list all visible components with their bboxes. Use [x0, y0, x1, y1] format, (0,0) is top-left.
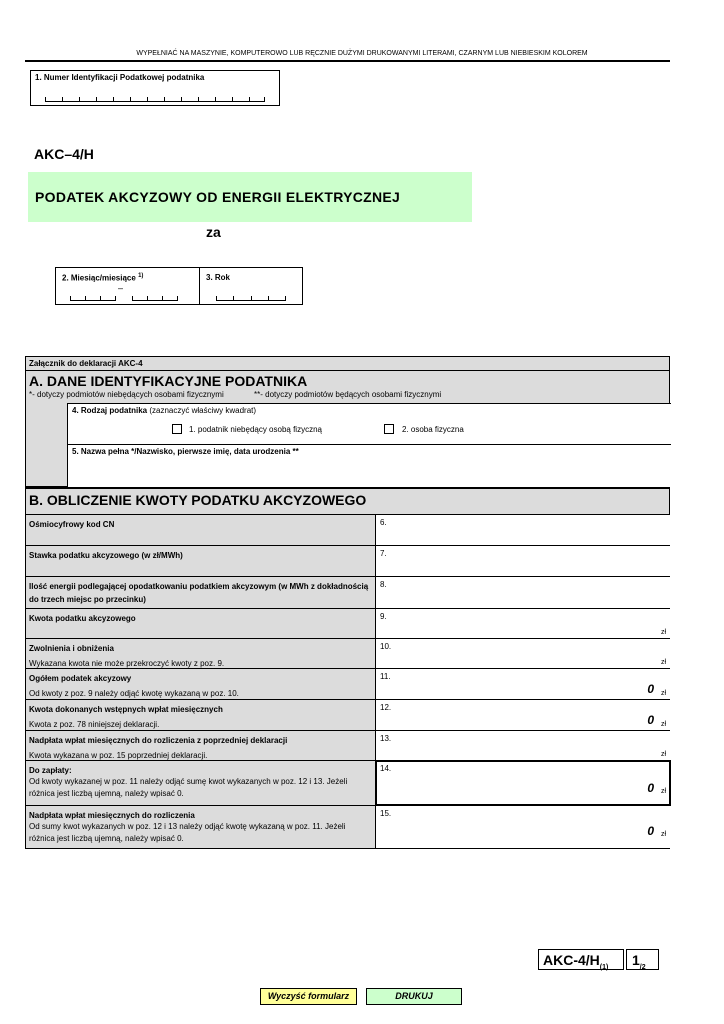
- row-label-cell: [26, 669, 376, 699]
- row-number: 7.: [380, 549, 387, 558]
- za-label: za: [206, 224, 221, 240]
- row-number: 10.: [380, 642, 392, 651]
- row-label: Zwolnienia i obniżenia: [29, 644, 114, 653]
- row-value: 0: [647, 781, 654, 795]
- row-value-field[interactable]: [376, 700, 670, 730]
- row-value-field[interactable]: [376, 515, 670, 545]
- row-label: Nadpłata wpłat miesięcznych do rozliczenia z poprzedniej deklaracji: [29, 736, 288, 745]
- row-label: Do zapłaty:: [29, 766, 72, 775]
- note-legal-entity: *- dotyczy podmiotów niebędących osobami fizycznymi: [29, 390, 224, 399]
- table-row: [25, 806, 670, 849]
- attachment-label: Załącznik do deklaracji AKC-4: [29, 359, 143, 368]
- row-label-cell: [26, 609, 376, 638]
- row-value: 0: [647, 713, 654, 727]
- row-label-cell: [26, 515, 376, 545]
- row-number: 11.: [380, 672, 391, 681]
- form-title-banner: [28, 172, 472, 222]
- row-number: 8.: [380, 580, 387, 589]
- section-b-header: [25, 487, 670, 515]
- period-box: [55, 267, 303, 305]
- row-value-field[interactable]: [376, 546, 670, 576]
- nip-input[interactable]: [45, 97, 265, 102]
- option-1-label: 1. podatnik niebędący osobą fizyczną: [189, 425, 322, 434]
- year-label: 3. Rok: [206, 273, 231, 282]
- attachment-bar: [25, 356, 670, 371]
- row-value-field[interactable]: [376, 731, 670, 760]
- table-row: [25, 609, 670, 639]
- row-value-field[interactable]: [376, 577, 670, 608]
- row-description: Kwota z poz. 78 niniejszej deklaracji.: [29, 720, 160, 729]
- row-value-field[interactable]: [376, 669, 670, 699]
- footer-code: AKC-4/H: [543, 952, 600, 968]
- row-number: 15.: [380, 809, 392, 818]
- table-row: [25, 731, 670, 761]
- row-description: Wykazana kwota nie może przekroczyć kwoty z poz. 9.: [29, 659, 225, 668]
- row-description: Od kwoty wykazanej w poz. 11 należy odjąć sumę kwot wykazanych w poz. 12 i 13. Jeżeli różnica jest liczbą ujemną, należy wpisać 0.: [29, 777, 348, 798]
- row-description: Od sumy kwot wykazanych w poz. 12 i 13 należy odjąć kwotę wykazaną w poz. 11. Jeżeli różnica jest liczbą ujemną, należy wpisać 0.: [29, 822, 346, 843]
- table-row: [25, 761, 670, 806]
- row-label-cell: [26, 806, 376, 848]
- table-row: [25, 546, 670, 577]
- taxpayer-type-cell: [67, 403, 671, 445]
- row-label-cell: [26, 546, 376, 576]
- option-2-checkbox[interactable]: [384, 424, 394, 434]
- section-b-title: B. OBLICZENIE KWOTY PODATKU AKCYZOWEGO: [29, 492, 367, 508]
- nip-box: [30, 70, 280, 106]
- row-value-field[interactable]: [376, 609, 670, 638]
- option-1-checkbox[interactable]: [172, 424, 182, 434]
- table-row: [25, 515, 670, 546]
- note-natural-person: **- dotyczy podmiotów będących osobami fizycznymi: [254, 390, 442, 399]
- row-value-field[interactable]: [376, 639, 670, 668]
- top-divider: [25, 60, 670, 62]
- nip-label: 1. Numer Identyfikacji Podatkowej podatnika: [35, 73, 205, 82]
- row-label: Stawka podatku akcyzowego (w zł/MWh): [29, 551, 183, 560]
- period-divider: [199, 268, 200, 304]
- row-label: Ogółem podatek akcyzowy: [29, 674, 132, 683]
- row-label: Kwota dokonanych wstępnych wpłat miesięcznych: [29, 705, 223, 714]
- row-label: Nadpłata wpłat miesięcznych do rozliczenia: [29, 811, 195, 820]
- month-dash: –: [118, 283, 124, 293]
- page-number: $1_{/2}$: [626, 949, 659, 970]
- table-row: [25, 669, 670, 700]
- table-row: [25, 700, 670, 731]
- row-description: Kwota wykazana w poz. 15 poprzedniej deklaracji.: [29, 751, 208, 760]
- table-row: [25, 639, 670, 669]
- form-code: AKC–4/H: [34, 146, 94, 162]
- row-number: 12.: [380, 703, 392, 712]
- footer-form-code: AKC-$4/H_{(1)}$: [538, 949, 624, 970]
- row-label: Ośmiocyfrowy kod CN: [29, 520, 115, 529]
- row-label-cell: [26, 639, 376, 668]
- month-label: 2. Miesiąc/miesiące $^{1)}$: [62, 273, 144, 283]
- month-from-input[interactable]: [70, 296, 116, 301]
- taxpayer-type-label: 4. Rodzaj podatnika (zaznaczyć właściwy kwadrat): [72, 406, 257, 415]
- section-a: [25, 371, 670, 487]
- row-label: Ilość energii podlegającej opodatkowaniu podatkiem akcyzowym (w MWh z dokładnością do trzech miejsc po przecinku): [29, 582, 369, 604]
- clear-form-button[interactable]: Wyczyść formularz: [260, 988, 357, 1005]
- row-value: 0: [647, 682, 654, 696]
- currency-unit: zł: [660, 721, 666, 728]
- row-label-cell: [26, 577, 376, 608]
- row-label-cell: [26, 761, 376, 805]
- year-input[interactable]: [216, 296, 286, 301]
- fill-instruction: WYPEŁNIAĆ NA MASZYNIE, KOMPUTEROWO LUB RĘCZNIE DUŻYMI DRUKOWANYMI LITERAMI, CZARNYM LUB NIEBIESKIM KOLOREM: [136, 50, 588, 57]
- row-number: 13.: [380, 734, 392, 743]
- month-to-input[interactable]: [132, 296, 178, 301]
- row-value: 0: [647, 824, 654, 838]
- currency-unit: zł: [660, 831, 666, 838]
- section-a-title: A. DANE IDENTYFIKACYJNE PODATNIKA: [29, 373, 308, 389]
- row-number: 9.: [380, 612, 387, 621]
- row-value-field[interactable]: [376, 806, 670, 848]
- option-2-label: 2. osoba fizyczna: [402, 425, 464, 434]
- full-name-field[interactable]: [67, 444, 671, 487]
- form-title: PODATEK AKCYZOWY OD ENERGII ELEKTRYCZNEJ: [35, 189, 401, 205]
- row-label-cell: [26, 731, 376, 760]
- row-label: Kwota podatku akcyzowego: [29, 614, 136, 623]
- currency-unit: zł: [660, 690, 666, 697]
- print-button[interactable]: DRUKUJ: [366, 988, 462, 1005]
- table-row: [25, 577, 670, 609]
- currency-unit: zł: [660, 629, 666, 636]
- currency-unit: zł: [660, 751, 666, 758]
- row-description: Od kwoty z poz. 9 należy odjąć kwotę wykazaną w poz. 10.: [29, 689, 239, 698]
- row-label-cell: [26, 700, 376, 730]
- row-number: 6.: [380, 518, 387, 527]
- currency-unit: zł: [660, 788, 666, 795]
- row-value-field[interactable]: [376, 761, 670, 805]
- row-number: 14.: [380, 764, 392, 773]
- full-name-label: 5. Nazwa pełna */Nazwisko, pierwsze imię, data urodzenia **: [72, 447, 299, 456]
- currency-unit: zł: [660, 659, 666, 666]
